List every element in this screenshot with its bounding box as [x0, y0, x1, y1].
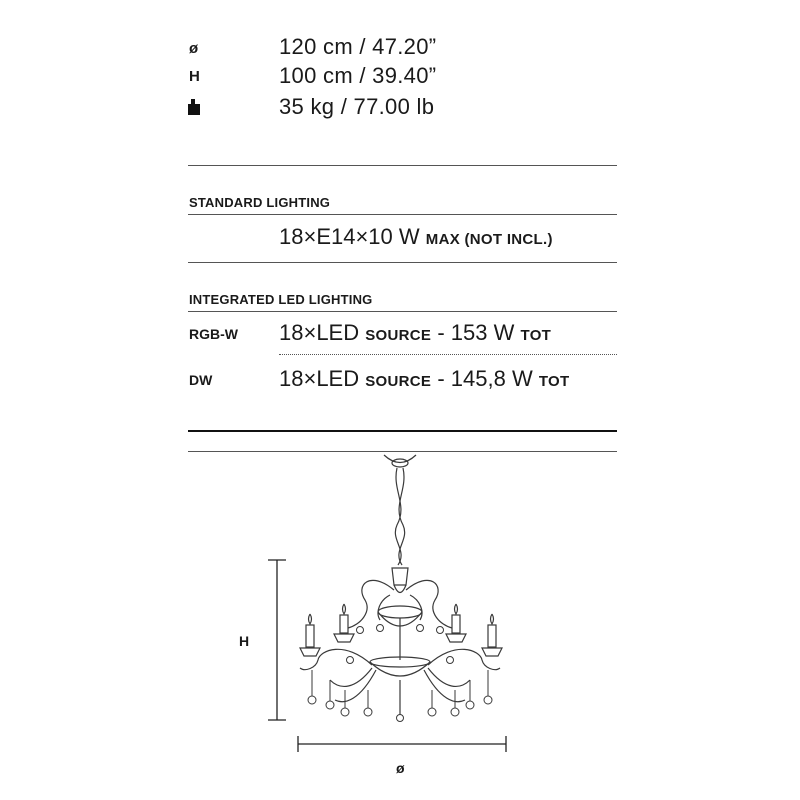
led-row-label: RGB-W [189, 326, 238, 342]
candle [452, 615, 460, 633]
integrated-led-title: INTEGRATED LED LIGHTING [189, 292, 373, 307]
standard-lighting-main: 18×E14×10 W [279, 224, 420, 249]
chandelier-illustration [300, 455, 502, 715]
led-power: 153 W [450, 320, 515, 345]
drawing-height-label: H [239, 633, 250, 649]
candle [306, 625, 314, 647]
standard-lighting-title: STANDARD LIGHTING [189, 195, 331, 210]
lower-arm-right [428, 649, 500, 669]
led-row-label: DW [189, 372, 213, 388]
diameter-dimension-line [298, 736, 506, 752]
candle [488, 625, 496, 647]
led-source: SOURCE [365, 327, 432, 344]
lower-arm-left [300, 649, 372, 669]
led-dash: - [431, 366, 451, 391]
led-tot: TOT [520, 327, 552, 344]
central-column [392, 568, 408, 585]
height-symbol: H [189, 68, 200, 85]
led-tot: TOT [538, 373, 570, 390]
diameter-value: 120 cm / 47.20” [279, 34, 437, 59]
standard-lighting-note: MAX (NOT INCL.) [425, 231, 553, 248]
height-dimension-line [268, 560, 286, 720]
led-dash: - [431, 320, 451, 345]
led-power: 145,8 W [450, 366, 533, 391]
diameter-symbol: ø [189, 40, 199, 57]
led-count: 18×LED [279, 320, 360, 345]
led-source: SOURCE [365, 373, 432, 390]
candle [340, 615, 348, 633]
led-count: 18×LED [279, 366, 360, 391]
weight-value: 35 kg / 77.00 lb [279, 94, 435, 119]
drawing-diameter-label: ø [396, 760, 405, 776]
height-value: 100 cm / 39.40” [279, 63, 437, 88]
